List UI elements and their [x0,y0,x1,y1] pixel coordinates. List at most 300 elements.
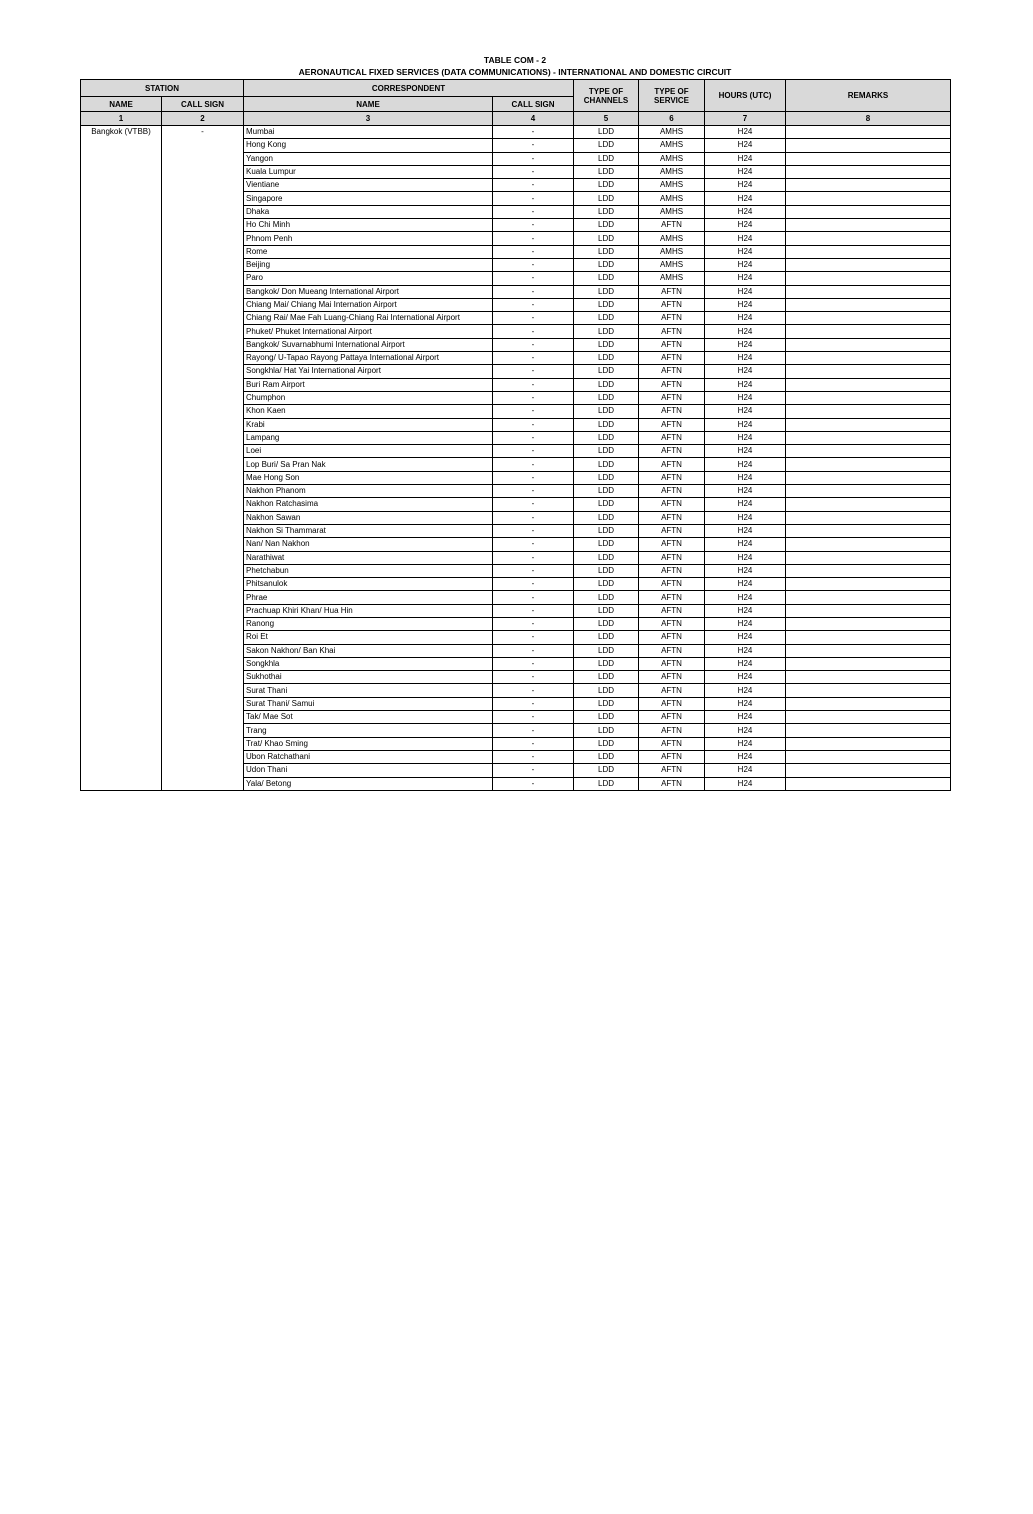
correspondent-call-sign-cell: - [493,750,574,763]
service-type-cell: AMHS [639,126,705,139]
remarks-cell [786,285,951,298]
channel-type-cell: LDD [574,405,639,418]
table-titles [80,54,950,78]
hours-cell: H24 [705,485,786,498]
correspondent-name-cell: Songkhla/ Hat Yai International Airport [244,365,493,378]
service-type-cell: AFTN [639,591,705,604]
service-type-cell: AFTN [639,657,705,670]
correspondent-name-cell: Phrae [244,591,493,604]
hours-cell: H24 [705,684,786,697]
channel-type-cell: LDD [574,564,639,577]
correspondent-name-cell: Nan/ Nan Nakhon [244,538,493,551]
correspondent-call-sign-cell: - [493,644,574,657]
remarks-cell [786,604,951,617]
correspondent-name-cell: Buri Ram Airport [244,378,493,391]
hours-cell: H24 [705,365,786,378]
correspondent-call-sign-cell: - [493,445,574,458]
correspondent-call-sign-cell: - [493,298,574,311]
hours-cell: H24 [705,126,786,139]
hours-cell: H24 [705,338,786,351]
hours-cell: H24 [705,298,786,311]
correspondent-call-sign-cell: - [493,657,574,670]
service-type-cell: AMHS [639,258,705,271]
column-number: 4 [493,112,574,126]
correspondent-call-sign-cell: - [493,272,574,285]
correspondent-call-sign-cell: - [493,205,574,218]
correspondent-call-sign-cell: - [493,511,574,524]
column-number: 3 [244,112,493,126]
remarks-cell [786,711,951,724]
channel-type-cell: LDD [574,205,639,218]
remarks-cell [786,325,951,338]
correspondent-name-cell: Narathiwat [244,551,493,564]
service-type-cell: AMHS [639,179,705,192]
hours-cell: H24 [705,192,786,205]
correspondent-call-sign-cell: - [493,391,574,404]
remarks-cell [786,192,951,205]
remarks-cell [786,578,951,591]
remarks-cell [786,139,951,152]
remarks-cell [786,378,951,391]
remarks-cell [786,458,951,471]
hours-cell: H24 [705,617,786,630]
hours-cell: H24 [705,232,786,245]
hours-cell: H24 [705,312,786,325]
header-correspondent: CORRESPONDENT [244,80,574,97]
service-type-cell: AFTN [639,724,705,737]
channel-type-cell: LDD [574,365,639,378]
channel-type-cell: LDD [574,352,639,365]
table-subtitle: AERONAUTICAL FIXED SERVICES (DATA COMMUNICATIONS) - INTERNATIONAL AND DOMESTIC CIRCUIT [298,67,732,77]
correspondent-name-cell: Khon Kaen [244,405,493,418]
correspondent-name-cell: Singapore [244,192,493,205]
remarks-cell [786,338,951,351]
remarks-cell [786,724,951,737]
channel-type-cell: LDD [574,179,639,192]
hours-cell: H24 [705,644,786,657]
correspondent-call-sign-cell: - [493,671,574,684]
service-type-cell: AFTN [639,298,705,311]
channel-type-cell: LDD [574,471,639,484]
hours-cell: H24 [705,538,786,551]
channel-type-cell: LDD [574,232,639,245]
correspondent-call-sign-cell: - [493,312,574,325]
header-corr-name: NAME [244,97,493,112]
correspondent-name-cell: Chiang Mai/ Chiang Mai Internation Airport [244,298,493,311]
service-type-cell: AFTN [639,285,705,298]
service-type-cell: AFTN [639,418,705,431]
correspondent-name-cell: Krabi [244,418,493,431]
correspondent-name-cell: Rome [244,245,493,258]
remarks-cell [786,524,951,537]
remarks-cell [786,737,951,750]
channel-type-cell: LDD [574,684,639,697]
hours-cell: H24 [705,697,786,710]
service-type-cell: AFTN [639,405,705,418]
hours-cell: H24 [705,272,786,285]
remarks-cell [786,538,951,551]
channel-type-cell: LDD [574,431,639,444]
remarks-cell [786,165,951,178]
channel-type-cell: LDD [574,511,639,524]
correspondent-name-cell: Prachuap Khiri Khan/ Hua Hin [244,604,493,617]
channel-type-cell: LDD [574,498,639,511]
service-type-cell: AFTN [639,391,705,404]
service-type-cell: AFTN [639,471,705,484]
hours-cell: H24 [705,750,786,763]
service-type-cell: AFTN [639,671,705,684]
correspondent-call-sign-cell: - [493,684,574,697]
channel-type-cell: LDD [574,724,639,737]
correspondent-name-cell: Vientiane [244,179,493,192]
service-type-cell: AFTN [639,538,705,551]
remarks-cell [786,312,951,325]
channel-type-cell: LDD [574,312,639,325]
column-number: 7 [705,112,786,126]
service-type-cell: AFTN [639,750,705,763]
remarks-cell [786,617,951,630]
remarks-cell [786,764,951,777]
correspondent-call-sign-cell: - [493,219,574,232]
column-number: 6 [639,112,705,126]
correspondent-name-cell: Trang [244,724,493,737]
correspondent-name-cell: Songkhla [244,657,493,670]
correspondent-name-cell: Lop Buri/ Sa Pran Nak [244,458,493,471]
correspondent-name-cell: Bangkok/ Don Mueang International Airport [244,285,493,298]
correspondent-call-sign-cell: - [493,564,574,577]
hours-cell: H24 [705,604,786,617]
correspondent-call-sign-cell: - [493,737,574,750]
hours-cell: H24 [705,325,786,338]
correspondent-call-sign-cell: - [493,764,574,777]
correspondent-call-sign-cell: - [493,365,574,378]
service-type-cell: AFTN [639,737,705,750]
service-type-cell: AFTN [639,338,705,351]
correspondent-name-cell: Nakhon Sawan [244,511,493,524]
remarks-cell [786,152,951,165]
correspondent-name-cell: Phitsanulok [244,578,493,591]
correspondent-name-cell: Dhaka [244,205,493,218]
service-type-cell: AFTN [639,684,705,697]
correspondent-call-sign-cell: - [493,285,574,298]
service-type-cell: AFTN [639,352,705,365]
correspondent-name-cell: Bangkok/ Suvarnabhumi International Airport [244,338,493,351]
remarks-cell [786,644,951,657]
header-remarks: REMARKS [786,80,951,112]
hours-cell: H24 [705,564,786,577]
header-type-channels: TYPE OF CHANNELS [574,80,639,112]
channel-type-cell: LDD [574,524,639,537]
correspondent-name-cell: Lampang [244,431,493,444]
remarks-cell [786,352,951,365]
channel-type-cell: LDD [574,445,639,458]
column-number: 5 [574,112,639,126]
service-type-cell: AFTN [639,578,705,591]
remarks-cell [786,684,951,697]
correspondent-call-sign-cell: - [493,471,574,484]
correspondent-name-cell: Tak/ Mae Sot [244,711,493,724]
service-type-cell: AMHS [639,139,705,152]
channel-type-cell: LDD [574,418,639,431]
channel-type-cell: LDD [574,298,639,311]
service-type-cell: AMHS [639,165,705,178]
hours-cell: H24 [705,511,786,524]
correspondent-name-cell: Nakhon Phanom [244,485,493,498]
header-station-call-sign: CALL SIGN [162,97,244,112]
channel-type-cell: LDD [574,258,639,271]
correspondent-name-cell: Surat Thani/ Samui [244,697,493,710]
correspondent-name-cell: Kuala Lumpur [244,165,493,178]
channel-type-cell: LDD [574,750,639,763]
correspondent-call-sign-cell: - [493,777,574,790]
correspondent-name-cell: Trat/ Khao Sming [244,737,493,750]
table-row [81,126,951,139]
remarks-cell [786,365,951,378]
correspondent-name-cell: Ho Chi Minh [244,219,493,232]
hours-cell: H24 [705,391,786,404]
service-type-cell: AFTN [639,445,705,458]
hours-cell: H24 [705,551,786,564]
channel-type-cell: LDD [574,711,639,724]
hours-cell: H24 [705,352,786,365]
hours-cell: H24 [705,179,786,192]
service-type-cell: AFTN [639,551,705,564]
correspondent-call-sign-cell: - [493,724,574,737]
service-type-cell: AFTN [639,511,705,524]
service-type-cell: AFTN [639,431,705,444]
service-type-cell: AMHS [639,272,705,285]
channel-type-cell: LDD [574,631,639,644]
correspondent-call-sign-cell: - [493,604,574,617]
correspondent-name-cell: Sakon Nakhon/ Ban Khai [244,644,493,657]
hours-cell: H24 [705,205,786,218]
correspondent-name-cell: Loei [244,445,493,458]
channel-type-cell: LDD [574,338,639,351]
service-type-cell: AFTN [639,697,705,710]
hours-cell: H24 [705,524,786,537]
correspondent-call-sign-cell: - [493,152,574,165]
service-type-cell: AMHS [639,192,705,205]
column-number: 1 [81,112,162,126]
correspondent-name-cell: Udon Thani [244,764,493,777]
station-call-sign-cell: - [162,126,244,791]
remarks-cell [786,631,951,644]
hours-cell: H24 [705,152,786,165]
correspondent-call-sign-cell: - [493,192,574,205]
remarks-cell [786,564,951,577]
channel-type-cell: LDD [574,219,639,232]
channel-type-cell: LDD [574,591,639,604]
channel-type-cell: LDD [574,165,639,178]
service-type-cell: AFTN [639,365,705,378]
correspondent-call-sign-cell: - [493,232,574,245]
correspondent-name-cell: Phetchabun [244,564,493,577]
channel-type-cell: LDD [574,378,639,391]
correspondent-call-sign-cell: - [493,338,574,351]
channel-type-cell: LDD [574,697,639,710]
channel-type-cell: LDD [574,617,639,630]
channel-type-cell: LDD [574,152,639,165]
station-name-cell: Bangkok (VTBB) [81,126,162,791]
remarks-cell [786,445,951,458]
service-type-cell: AMHS [639,205,705,218]
correspondent-name-cell: Nakhon Ratchasima [244,498,493,511]
correspondent-call-sign-cell: - [493,179,574,192]
remarks-cell [786,126,951,139]
remarks-cell [786,245,951,258]
remarks-cell [786,179,951,192]
column-number: 2 [162,112,244,126]
header-station-name: NAME [81,97,162,112]
correspondent-call-sign-cell: - [493,631,574,644]
hours-cell: H24 [705,219,786,232]
correspondent-name-cell: Ranong [244,617,493,630]
remarks-cell [786,258,951,271]
remarks-cell [786,750,951,763]
com-table [80,79,951,791]
channel-type-cell: LDD [574,458,639,471]
remarks-cell [786,418,951,431]
correspondent-name-cell: Chiang Rai/ Mae Fah Luang-Chiang Rai International Airport [244,312,493,325]
remarks-cell [786,405,951,418]
channel-type-cell: LDD [574,391,639,404]
remarks-cell [786,391,951,404]
service-type-cell: AMHS [639,232,705,245]
correspondent-call-sign-cell: - [493,165,574,178]
service-type-cell: AMHS [639,245,705,258]
correspondent-call-sign-cell: - [493,431,574,444]
service-type-cell: AMHS [639,152,705,165]
remarks-cell [786,511,951,524]
correspondent-name-cell: Nakhon Si Thammarat [244,524,493,537]
service-type-cell: AFTN [639,219,705,232]
correspondent-call-sign-cell: - [493,258,574,271]
header-corr-call-sign: CALL SIGN [493,97,574,112]
channel-type-cell: LDD [574,671,639,684]
correspondent-call-sign-cell: - [493,498,574,511]
hours-cell: H24 [705,471,786,484]
remarks-cell [786,219,951,232]
header-type-service: TYPE OF SERVICE [639,80,705,112]
hours-cell: H24 [705,764,786,777]
correspondent-call-sign-cell: - [493,139,574,152]
channel-type-cell: LDD [574,126,639,139]
hours-cell: H24 [705,458,786,471]
service-type-cell: AFTN [639,777,705,790]
correspondent-name-cell: Sukhothai [244,671,493,684]
service-type-cell: AFTN [639,378,705,391]
correspondent-call-sign-cell: - [493,126,574,139]
service-type-cell: AFTN [639,524,705,537]
correspondent-call-sign-cell: - [493,711,574,724]
channel-type-cell: LDD [574,538,639,551]
hours-cell: H24 [705,591,786,604]
correspondent-call-sign-cell: - [493,524,574,537]
remarks-cell [786,591,951,604]
remarks-cell [786,551,951,564]
channel-type-cell: LDD [574,192,639,205]
service-type-cell: AFTN [639,644,705,657]
hours-cell: H24 [705,418,786,431]
remarks-cell [786,205,951,218]
remarks-cell [786,431,951,444]
remarks-cell [786,485,951,498]
correspondent-call-sign-cell: - [493,245,574,258]
channel-type-cell: LDD [574,604,639,617]
hours-cell: H24 [705,631,786,644]
table-body [81,126,951,791]
service-type-cell: AFTN [639,604,705,617]
table-title: TABLE COM - 2 [483,55,547,65]
hours-cell: H24 [705,724,786,737]
service-type-cell: AFTN [639,485,705,498]
hours-cell: H24 [705,777,786,790]
channel-type-cell: LDD [574,245,639,258]
correspondent-call-sign-cell: - [493,325,574,338]
channel-type-cell: LDD [574,485,639,498]
channel-type-cell: LDD [574,737,639,750]
correspondent-name-cell: Chumphon [244,391,493,404]
correspondent-call-sign-cell: - [493,538,574,551]
correspondent-call-sign-cell: - [493,551,574,564]
service-type-cell: AFTN [639,631,705,644]
remarks-cell [786,777,951,790]
channel-type-cell: LDD [574,578,639,591]
remarks-cell [786,471,951,484]
hours-cell: H24 [705,445,786,458]
correspondent-name-cell: Yala/ Betong [244,777,493,790]
correspondent-name-cell: Surat Thani [244,684,493,697]
correspondent-call-sign-cell: - [493,697,574,710]
hours-cell: H24 [705,657,786,670]
remarks-cell [786,697,951,710]
service-type-cell: AFTN [639,498,705,511]
channel-type-cell: LDD [574,777,639,790]
service-type-cell: AFTN [639,564,705,577]
hours-cell: H24 [705,165,786,178]
hours-cell: H24 [705,431,786,444]
hours-cell: H24 [705,139,786,152]
remarks-cell [786,498,951,511]
header-hours: HOURS (UTC) [705,80,786,112]
correspondent-call-sign-cell: - [493,617,574,630]
channel-type-cell: LDD [574,644,639,657]
hours-cell: H24 [705,245,786,258]
hours-cell: H24 [705,671,786,684]
correspondent-call-sign-cell: - [493,458,574,471]
channel-type-cell: LDD [574,325,639,338]
correspondent-call-sign-cell: - [493,418,574,431]
channel-type-cell: LDD [574,764,639,777]
correspondent-name-cell: Hong Kong [244,139,493,152]
service-type-cell: AFTN [639,711,705,724]
correspondent-call-sign-cell: - [493,485,574,498]
correspondent-call-sign-cell: - [493,378,574,391]
correspondent-name-cell: Phuket/ Phuket International Airport [244,325,493,338]
remarks-cell [786,671,951,684]
correspondent-name-cell: Ubon Ratchathani [244,750,493,763]
hours-cell: H24 [705,711,786,724]
hours-cell: H24 [705,578,786,591]
service-type-cell: AFTN [639,458,705,471]
correspondent-call-sign-cell: - [493,591,574,604]
channel-type-cell: LDD [574,551,639,564]
service-type-cell: AFTN [639,325,705,338]
correspondent-name-cell: Mae Hong Son [244,471,493,484]
hours-cell: H24 [705,737,786,750]
hours-cell: H24 [705,378,786,391]
column-number: 8 [786,112,951,126]
